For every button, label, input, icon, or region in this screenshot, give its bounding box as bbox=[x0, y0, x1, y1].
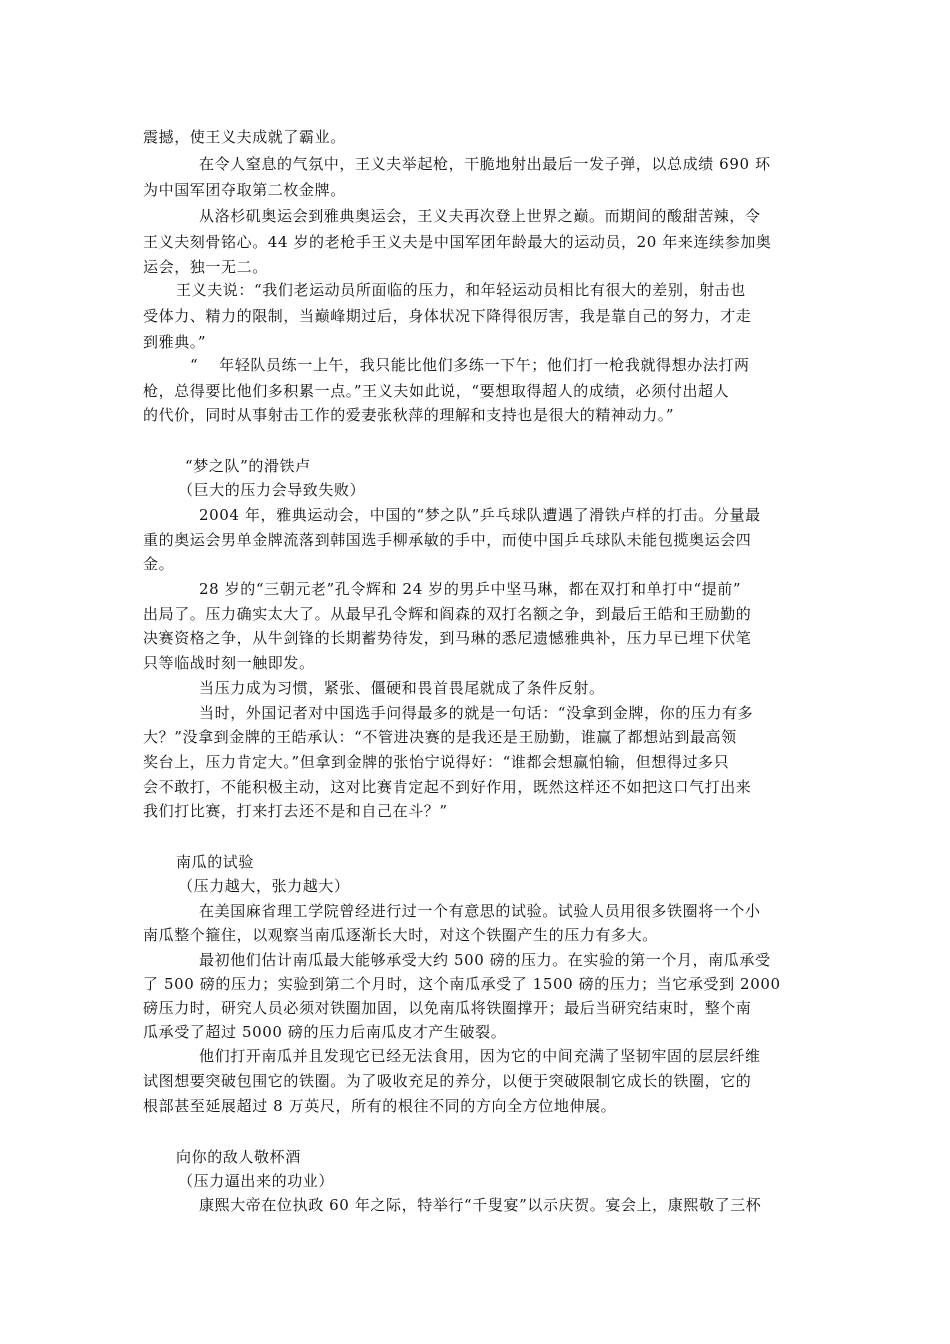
text-line: 震撼，使王义夫成就了霸业。 bbox=[143, 128, 346, 146]
text-line: 瓜承受了超过 5000 磅的压力后南瓜皮才产生破裂。 bbox=[143, 1023, 507, 1041]
text-line: 在美国麻省理工学院曾经进行过一个有意思的试验。试验人员用很多铁圈将一个小 bbox=[199, 902, 761, 920]
text-line: 了 500 磅的压力；实验到第二个月时，这个南瓜承受了 1500 磅的压力；当它承受到 2000 bbox=[143, 975, 781, 993]
section-subheading: （压力逼出来的功业） bbox=[178, 1172, 335, 1190]
text-line: 重的奥运会男单金牌流落到韩国选手柳承敏的手中，而使中国乒乓球队未能包揽奥运会四 bbox=[143, 531, 752, 549]
text-line: 根部甚至延展超过 8 万英尺，所有的根往不同的方向全方位地伸展。 bbox=[143, 1097, 617, 1115]
text-line: 枪，总得要比他们多积累一点。”王义夫如此说，“要想取得超人的成绩，必须付出超人 bbox=[143, 382, 730, 400]
section-heading: 南瓜的试验 bbox=[176, 853, 255, 871]
text-line: 金。 bbox=[143, 555, 175, 573]
text-line: 决赛资格之争，从牛剑锋的长期蓄势待发，到马琳的悉尼遗憾雅典补，压力早已埋下伏笔 bbox=[143, 629, 752, 647]
text-line: 康熙大帝在位执政 60 年之际，特举行“千叟宴”以示庆贺。宴会上，康熙敬了三杯 bbox=[199, 1196, 762, 1214]
text-line: 28 岁的“三朝元老”孔令辉和 24 岁的男乒中坚马琳，都在双打和单打中“提前” bbox=[199, 580, 742, 598]
text-line: 当时，外国记者对中国选手问得最多的就是一句话：“没拿到金牌，你的压力有多 bbox=[199, 704, 754, 722]
text-line: 2004 年，雅典运动会，中国的“梦之队”乒乓球队遭遇了滑铁卢样的打击。分量最 bbox=[199, 506, 761, 524]
text-line: 磅压力时，研究人员必须对铁圈加固，以免南瓜将铁圈撑开；最后当研究结束时，整个南 bbox=[143, 999, 752, 1017]
text-line: 最初他们估计南瓜最大能够承受大约 500 磅的压力。在实验的第一个月，南瓜承受 bbox=[199, 951, 771, 969]
text-line: 运会，独一无二。 bbox=[143, 258, 268, 276]
section-heading: “梦之队”的滑铁卢 bbox=[185, 457, 311, 475]
text-line: 从洛杉矶奥运会到雅典奥运会，王义夫再次登上世界之巅。而期间的酸甜苦辣，令 bbox=[199, 207, 761, 225]
text-line: 会不敢打，不能积极主动，这对比赛肯定起不到好作用，既然这样还不如把这口气打出来 bbox=[143, 778, 752, 796]
section-heading: 向你的敌人敬杯酒 bbox=[176, 1148, 301, 1166]
text-line: 王义夫刻骨铭心。44 岁的老枪手王义夫是中国军团年龄最大的运动员，20 年来连续参加奥 bbox=[143, 233, 772, 251]
text-line: 到雅典。” bbox=[143, 333, 207, 351]
text-line: 为中国军团夺取第二枚金牌。 bbox=[143, 181, 346, 199]
text-line: “ 年轻队员练一上午，我只能比他们多练一下午；他们打一枪我就得想办法打两 bbox=[190, 356, 750, 374]
text-line: 大？”没拿到金牌的王皓承认：“不管进决赛的是我还是王励勤，谁赢了都想站到最高领 bbox=[143, 728, 737, 746]
section-subheading: （压力越大，张力越大） bbox=[178, 877, 350, 895]
text-line: 的代价，同时从事射击工作的爱妻张秋萍的理解和支持也是很大的精神动力。” bbox=[143, 406, 675, 424]
text-line: 只等临战时刻一触即发。 bbox=[143, 654, 315, 672]
text-line: 出局了。压力确实太大了。从最早孔令辉和阎森的双打名额之争，到最后王皓和王励勤的 bbox=[143, 605, 752, 623]
text-line: 南瓜整个箍住，以观察当南瓜逐渐长大时，对这个铁圈产生的压力有多大。 bbox=[143, 926, 658, 944]
text-line: 王义夫说：“我们老运动员所面临的压力，和年轻运动员相比有很大的差别，射击也 bbox=[176, 281, 746, 299]
text-line: 受体力、精力的限制，当巅峰期过后，身体状况下降得很厉害，我是靠自己的努力，才走 bbox=[143, 307, 752, 325]
section-subheading: （巨大的压力会导致失败） bbox=[178, 481, 366, 499]
text-line: 我们打比赛，打来打去还不是和自己在斗？” bbox=[143, 802, 448, 820]
text-line: 他们打开南瓜并且发现它已经无法食用，因为它的中间充满了坚韧牢固的层层纤维 bbox=[199, 1047, 761, 1065]
text-line: 在令人窒息的气氛中，王义夫举起枪，干脆地射出最后一发子弹，以总成绩 690 环 bbox=[199, 155, 771, 173]
text-line: 试图想要突破包围它的铁圈。为了吸收充足的养分，以便于突破限制它成长的铁圈，它的 bbox=[143, 1072, 752, 1090]
text-line: 奖台上，压力肯定大。”但拿到金牌的张怡宁说得好：“谁都会想赢怕输，但想得过多只 bbox=[143, 753, 730, 771]
text-line: 当压力成为习惯，紧张、僵硬和畏首畏尾就成了条件反射。 bbox=[199, 679, 605, 697]
